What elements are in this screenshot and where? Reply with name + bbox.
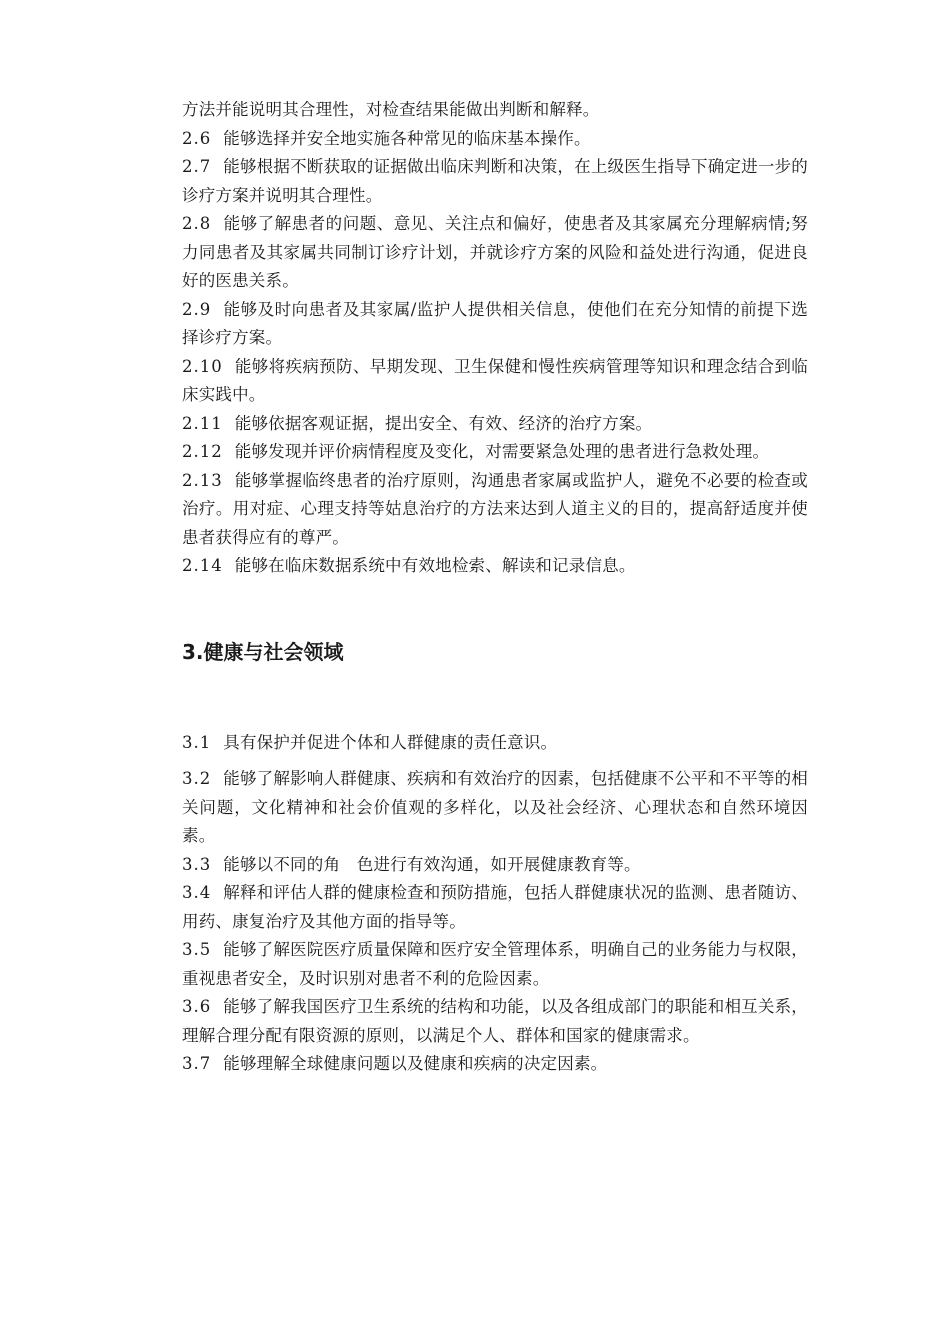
- item-text: 具有保护并促进个体和人群健康的责任意识。: [223, 732, 558, 752]
- item-2-9: [182, 296, 808, 353]
- item-2-10: [182, 353, 808, 410]
- item-3-6: [182, 993, 808, 1050]
- item-text: 能够根据不断获取的证据做出临床判断和决策，在上级医生指导下确定进一步的诊疗方案并说明其合理性。: [182, 157, 808, 205]
- item-2-14: [182, 552, 808, 581]
- item-3-2: [182, 765, 808, 851]
- item-text: 能够以不同的角 色进行有效沟通，如开展健康教育等。: [223, 854, 641, 874]
- item-text: 能够将疾病预防、早期发现、卫生保健和慢性疾病管理等知识和理念结合到临床实践中。: [182, 356, 808, 404]
- item-2-12: [182, 438, 808, 467]
- document-page: [182, 96, 808, 1079]
- item-number: 2.14: [182, 556, 223, 575]
- item-number: 3.6: [182, 997, 212, 1016]
- item-number: 3.3: [182, 854, 212, 874]
- item-number: 3.7: [182, 1054, 212, 1073]
- item-number: 2.7: [182, 157, 212, 176]
- item-text: 能够依据客观证据，提出安全、有效、经济的治疗方案。: [234, 413, 653, 433]
- item-text: 能够了解医院医疗质量保障和医疗安全管理体系，明确自己的业务能力与权限，重视患者安全，及时识别对患者不利的危险因素。: [182, 940, 808, 988]
- item-number: 2.13: [182, 470, 223, 490]
- item-number: 3.5: [182, 940, 212, 959]
- item-2-8: [182, 210, 808, 296]
- item-number: 2.12: [182, 442, 223, 461]
- item-number: 3.1: [182, 732, 212, 752]
- item-3-4: [182, 879, 808, 936]
- item-3-1: [182, 729, 808, 758]
- item-text: 能够发现并评价病情程度及变化，对需要紧急处理的患者进行急救处理。: [234, 442, 770, 461]
- item-2-7: [182, 153, 808, 210]
- item-text: 能够掌握临终患者的治疗原则，沟通患者家属或监护人，避免不必要的检查或治疗。用对症、心理支持等姑息治疗的方法来达到人道主义的目的，提高舒适度并使患者获得应有的尊严。: [182, 470, 808, 547]
- item-number: 2.6: [182, 128, 212, 148]
- item-text: 能够及时向患者及其家属/监护人提供相关信息，使他们在充分知情的前提下选择诊疗方案。: [182, 299, 808, 347]
- item-text: 解释和评估人群的健康检查和预防措施，包括人群健康状况的监测、患者随访、用药、康复治疗及其他方面的指导等。: [182, 883, 808, 931]
- item-text: 能够在临床数据系统中有效地检索、解读和记录信息。: [234, 556, 636, 575]
- item-text: 能够了解我国医疗卫生系统的结构和功能，以及各组成部门的职能和相互关系，理解合理分配有限资源的原则，以满足个人、群体和国家的健康需求。: [182, 997, 808, 1045]
- item-number: 2.9: [182, 299, 212, 319]
- item-3-5: [182, 936, 808, 993]
- item-3-7: [182, 1050, 808, 1079]
- item-number: 2.10: [182, 356, 223, 376]
- item-text: 能够理解全球健康问题以及健康和疾病的决定因素。: [223, 1054, 608, 1073]
- item-3-3: [182, 851, 808, 880]
- paragraph-2-5-continuation: 方法并能说明其合理性，对检查结果能做出判断和解释。: [182, 100, 600, 119]
- item-2-6: [182, 125, 808, 154]
- item-2-13: [182, 467, 808, 553]
- section-3-heading: 3.健康与社会领域: [182, 639, 344, 664]
- item-text: 能够了解影响人群健康、疾病和有效治疗的因素，包括健康不公平和不平等的相关问题，文化精神和社会价值观的多样化，以及社会经济、心理状态和自然环境因素。: [182, 769, 808, 845]
- item-number: 2.11: [182, 413, 223, 433]
- item-text: 能够选择并安全地实施各种常见的临床基本操作。: [223, 128, 591, 148]
- item-text: 能够了解患者的问题、意见、关注点和偏好，使患者及其家属充分理解病情;努力同患者及其家属共同制订诊疗计划，并就诊疗方案的风险和益处进行沟通，促进良好的医患关系。: [182, 214, 808, 290]
- item-number: 3.4: [182, 883, 212, 902]
- item-number: 2.8: [182, 214, 212, 233]
- item-2-11: [182, 410, 808, 439]
- item-number: 3.2: [182, 769, 212, 788]
